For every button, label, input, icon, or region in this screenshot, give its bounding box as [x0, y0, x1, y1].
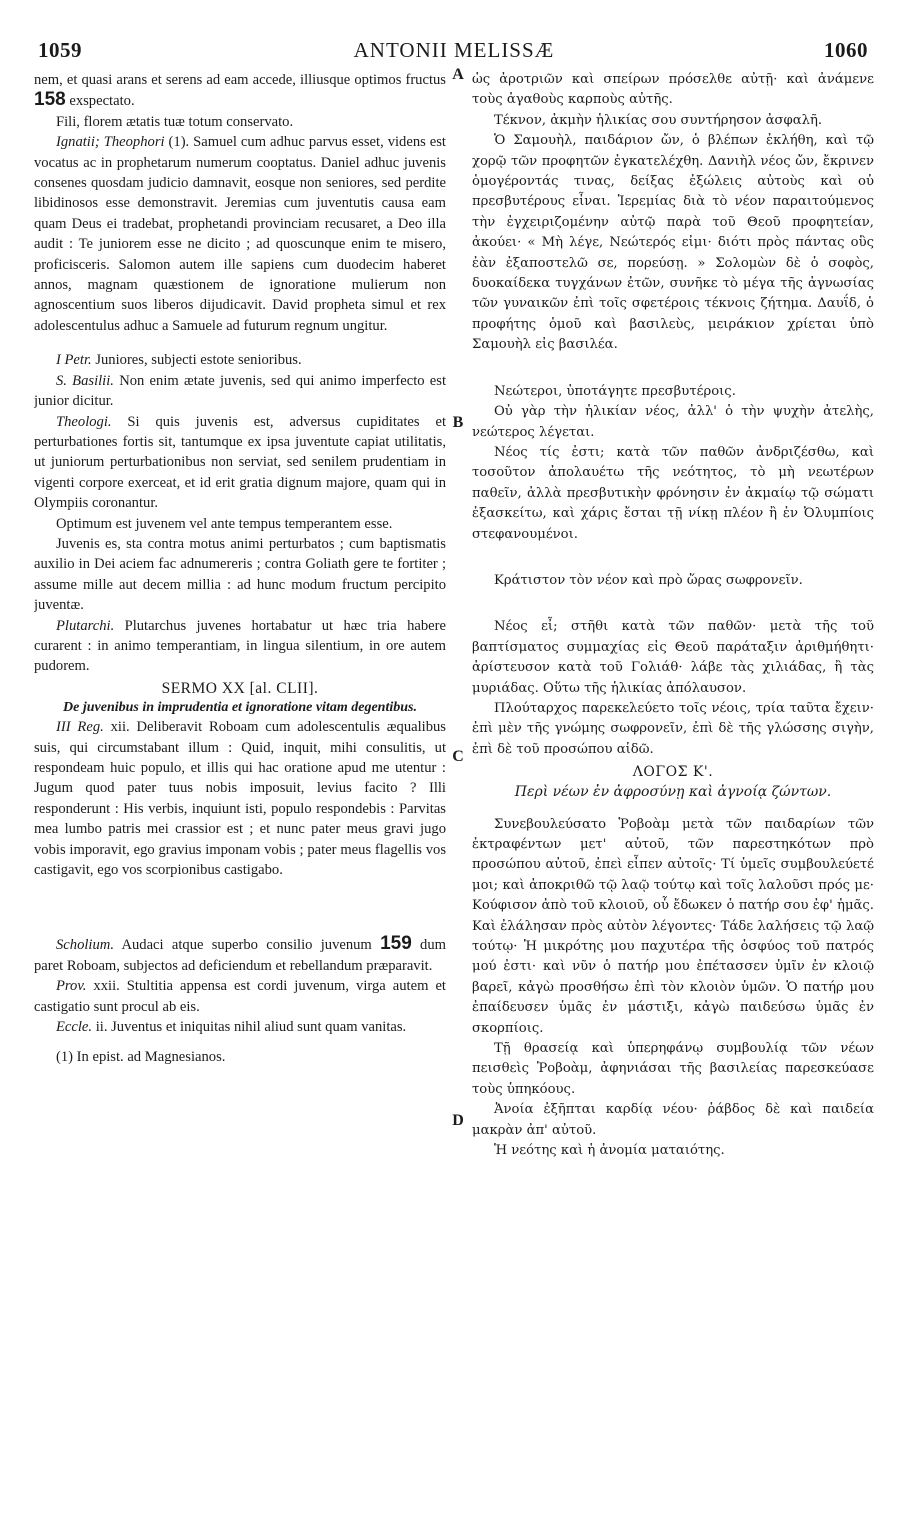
greek-paragraph: Νέος τίς ἐστι; κατὰ τῶν παθῶν ἀνδριζέσθω, καὶ τοσοῦτον ἀπολαυέτω τῆς νεότητος, τὸ μὴ νεωτέρων παθεῖν, ἀλλὰ πρεσβυτικὴν φρόνησιν ἐν ἀκμαίῳ τῷ σώματι ἐξασκείτω, καὶ χάρις ἔσται τῇ νίκῃ πλέον ἢ ἐν Ὀλυμπίοις στεφανουμένοι. — [472, 444, 874, 542]
source-citation: Prov. — [56, 978, 87, 995]
source-citation: Theologi. — [56, 413, 112, 430]
latin-paragraph: Fili, florem ætatis tuæ totum conservato. — [56, 113, 294, 130]
right-page-number: 1060 — [824, 38, 868, 62]
greek-paragraph: Οὐ γὰρ τὴν ἡλικίαν νέος, ἀλλ' ὁ τὴν ψυχὴν ἀτελὴς, νεώτερος λέγεται. — [472, 404, 874, 440]
greek-paragraph: ὡς ἀροτριῶν καὶ σπείρων πρόσελθε αὐτῇ· καὶ ἀνάμενε τοὺς ἀγαθοὺς καρποὺς αὐτῆς. — [472, 72, 874, 108]
section-marker-b: B — [452, 414, 464, 431]
column-number: 159 — [380, 933, 412, 955]
section-marker-c: C — [452, 748, 464, 765]
sermon-title: ΛΟΓΟΣ Κ'. — [632, 764, 714, 781]
latin-paragraph: Theologi. Si quis juvenis est, adversus cupiditates et perturbationes fortis sit, tantumque ex ipsa juventute capiat utilitatis, ut juniorum perturbationibus non serviat, sed senilem prudentiam in vigenti corpore exerceat, et id erit gratia dignum majore, quam qui in Olympiis coronantur. — [34, 413, 446, 512]
latin-paragraph: S. Basilii. Non enim ætate juvenis, sed qui animo imperfecto est junior dicitur. — [34, 372, 446, 410]
greek-column — [472, 70, 874, 1510]
latin-paragraph: Prov. xxii. Stultitia appensa est cordi juvenum, virga autem et castigatio sunt procul ab eis. — [34, 978, 446, 1015]
greek-paragraph: Ἀνοία ἐξῆπται καρδίᾳ νέου· ῥάβδος δὲ καὶ παιδεία μακρὰν ἀπ' αὐτοῦ. — [472, 1102, 874, 1138]
greek-paragraph: Συνεβουλεύσατο Ῥοβοὰμ μετὰ τῶν παιδαρίων τῶν ἐκτραφέντων μετ' αὐτοῦ, τῶν παρεστηκότων πρὸ προσώπου αὐτοῦ, ἐπεὶ εἶπεν αὐτοῖς· Τί ὑμεῖς συμβουλεύετέ μοι; καὶ ἀποκριθῶ τῷ λαῷ τούτῳ καὶ τοῖς λαλοῦσι πρός με· Κούφισον ἀπὸ τοῦ κλοιοῦ, οὗ ἔδωκεν ὁ πατήρ σου ἐφ' ἡμᾶς. Καὶ ἐλάλησαν πρὸς αὐτὸν λέγοντες· Τάδε λαλήσεις τῷ λαῷ τούτῳ· Ἡ μικρότης μου παχυτέρα τῆς ὀσφύος τοῦ πατρός μού ἐστι· καὶ νῦν ὁ πατήρ μου ἐπέτασσεν ὑμῖν ἐν κλοιῷ βαρεῖ, κἀγὼ προσθήσω ἐπὶ τὸν κλοιὸν ὑμῶν. Ὁ πατήρ μου ἐπαίδευσεν ὑμᾶς ἐν μάστιξι, κἀγὼ παιδεύσω ὑμᾶς ἐν σκορπίοις. — [472, 816, 874, 1036]
source-citation: S. Basilii. — [56, 372, 114, 389]
source-citation: Scholium. — [56, 937, 114, 954]
section-marker-a: A — [452, 66, 464, 83]
source-citation: Plutarchi. — [56, 617, 115, 634]
sermon-title: SERMO XX [al. CLII]. — [161, 679, 319, 697]
source-citation: III Reg. — [56, 719, 104, 736]
latin-paragraph: Eccle. ii. Juventus et iniquitas nihil aliud sunt quam vanitas. — [56, 1019, 407, 1036]
latin-paragraph: Ignatii; Theophori (1). Samuel cum adhuc parvus esset, videns est vocatus ac in prophetarum numerum cooptatus. Daniel adhuc juvenis consenes quosdam judicio damnavit, eosque non seniores, sed perdite libidinosos esse demonstravit. Jeremias cum juventutis causa eam quam Deus ei tradebat, prophetandi provinciam recusaret, a Deo illa audit : Te juniorem esse ne dicito ; ad quoscunque enim te misero, proficisceris. Salomon autem ille sapiens cum duodecim haberet annos, magnam quæstionem de ignoratione mulierum non agnoscentium suos liberos dijudicavit. David propheta simul et rex adolescentulus adhuc a Samuele ad futurum regnum ungitur. — [34, 134, 446, 334]
greek-paragraph: Κράτιστον τὸν νέον καὶ πρὸ ὥρας σωφρονεῖν. — [494, 572, 803, 588]
sermon-subtitle: Περὶ νέων ἐν ἀφροσύνῃ καὶ ἀγνοίᾳ ζώντων. — [514, 783, 832, 800]
greek-paragraph: Ὁ Σαμουὴλ, παιδάριον ὤν, ὁ βλέπων ἐκλήθη, καὶ τῷ χορῷ τῶν προφητῶν ἐγκατελέχθη. Δανιὴλ νέος ὤν, ἔκρινεν ὁμογέροντάς τινας, δείξας ἐξώλεις αὐτοὺς καὶ οὐ πρεσβυτέρους εἶναι. Ἱερεμίας διὰ τὸ νέον παραιτούμενος τὴν ἐγχειριζομένην αὐτῷ παρὰ τοῦ Θεοῦ προφητείαν, ἀκούει· « Μὴ λέγε, Νεώτερός εἰμι· διότι πρὸς πάντας οὓς ἐὰν ἐξαποστελῶ σε, πορεύσῃ. » Σολομὼν δὲ ὁ σοφὸς, δυοκαίδεκα τυγχάνων ἐτῶν, συνῆκε τὸ μέγα τῆς ἀγνωσίας τῶν γυναικῶν ἐπὶ τοῖς σφετέροις τέκνοις ζήτημα. Δαυΐδ, ὁ προφήτης ὁμοῦ καὶ βασιλεὺς, μειράκιον χρίεται ὑπὸ Σαμουὴλ εἰς βασιλέα. — [472, 133, 874, 353]
footnote: (1) In epist. ad Magnesianos. — [56, 1049, 226, 1066]
greek-paragraph: Τῇ θρασείᾳ καὶ ὑπερηφάνῳ συμβουλίᾳ τῶν νέων πεισθεὶς Ῥοβοὰμ, ἀφηνιάσαι τῆς βασιλείας παρεσκεύασε τοὺς ὑπηκόους. — [472, 1041, 874, 1097]
latin-paragraph: I Petr. Juniores, subjecti estote senioribus. — [56, 352, 302, 369]
greek-paragraph: Νεώτεροι, ὑποτάγητε πρεσβυτέροις. — [494, 383, 736, 399]
source-citation: Ignatii; Theophori — [56, 134, 165, 151]
latin-paragraph: III Reg. xii. Deliberavit Roboam cum adolescentulis æqualibus suis, qui circumstabant illum : Quid, inquit, mihi consulitis, ut respondeam huic populo, et illis qui hac oratione apud me utentur : Jugum quod pater tuus nobis imposuit, levius facito ? Illi responderunt : His verbis, inquiunt isti, populo respondebis : Parvitas mea lumbo patris mei crassior est ; et nunc pater meus gravi jugo vobis imporavit, ego gravius imponam vobis ; pater meus flagellis vos castigavit, ego vos scorpionibus castigabo. — [34, 719, 446, 879]
left-page-number: 1059 — [38, 38, 82, 62]
latin-paragraph: Juvenis es, sta contra motus animi perturbatos ; cum baptismatis auxilio in Dei aciem fac adnumereris ; contra Goliath gere te fortiter ; assume mille aut decem millia : ad hunc modum fructum percipito juventæ. — [34, 535, 446, 614]
latin-column — [34, 70, 446, 1510]
section-marker-d: D — [452, 1112, 464, 1129]
latin-paragraph: nem, et quasi arans et serens ad eam accede, illiusque optimos fructus 158 exspectato. — [34, 72, 446, 111]
running-title: ANTONII MELISSÆ — [353, 38, 555, 62]
page-header — [0, 0, 908, 68]
sermon-subtitle: De juvenibus in imprudentia et ignoratione vitam degentibus. — [63, 700, 417, 716]
column-number: 158 — [34, 89, 66, 111]
latin-paragraph: Scholium. Audaci atque superbo consilio juvenum 159 dum paret Roboam, subjectos ad deficiendum et rebellandum præparavit. — [34, 933, 446, 974]
latin-paragraph: Plutarchi. Plutarchus juvenes hortabatur ut hæc tria habere curarent : in animo temperantiam, in lingua silentium, in ore autem pudorem. — [34, 617, 446, 675]
greek-paragraph: Ἡ νεότης καὶ ἡ ἀνομία ματαιότης. — [494, 1143, 725, 1159]
source-citation: Eccle. — [56, 1019, 93, 1036]
greek-paragraph: Νέος εἶ; στῆθι κατὰ τῶν παθῶν· μετὰ τῆς τοῦ βαπτίσματος συμμαχίας εἰς Θεοῦ παράταξιν ἀριθμήθητι· ἀρίστευσον κατὰ τοῦ Γολιάθ· λάβε τὰς χιλιάδας, ἢ τὰς μυριάδας. Οὕτω τῆς ἡλικίας ἀπόλαυσον. — [472, 619, 874, 696]
greek-paragraph: Τέκνον, ἀκμὴν ἡλικίας σου συντήρησον ἀσφαλῆ. — [494, 112, 823, 128]
source-citation: I Petr. — [56, 352, 92, 369]
greek-paragraph: Πλούταρχος παρεκελεύετο τοῖς νέοις, τρία ταῦτα ἔχειν· ἐπὶ μὲν τῆς γνώμης σωφρονεῖν, ἐπὶ δὲ τῆς γλώσσης σιγὴν, ἐπὶ δὲ τοῦ προσώπου αἰδῶ. — [472, 700, 874, 757]
latin-paragraph: Optimum est juvenem vel ante tempus temperantem esse. — [56, 515, 393, 532]
